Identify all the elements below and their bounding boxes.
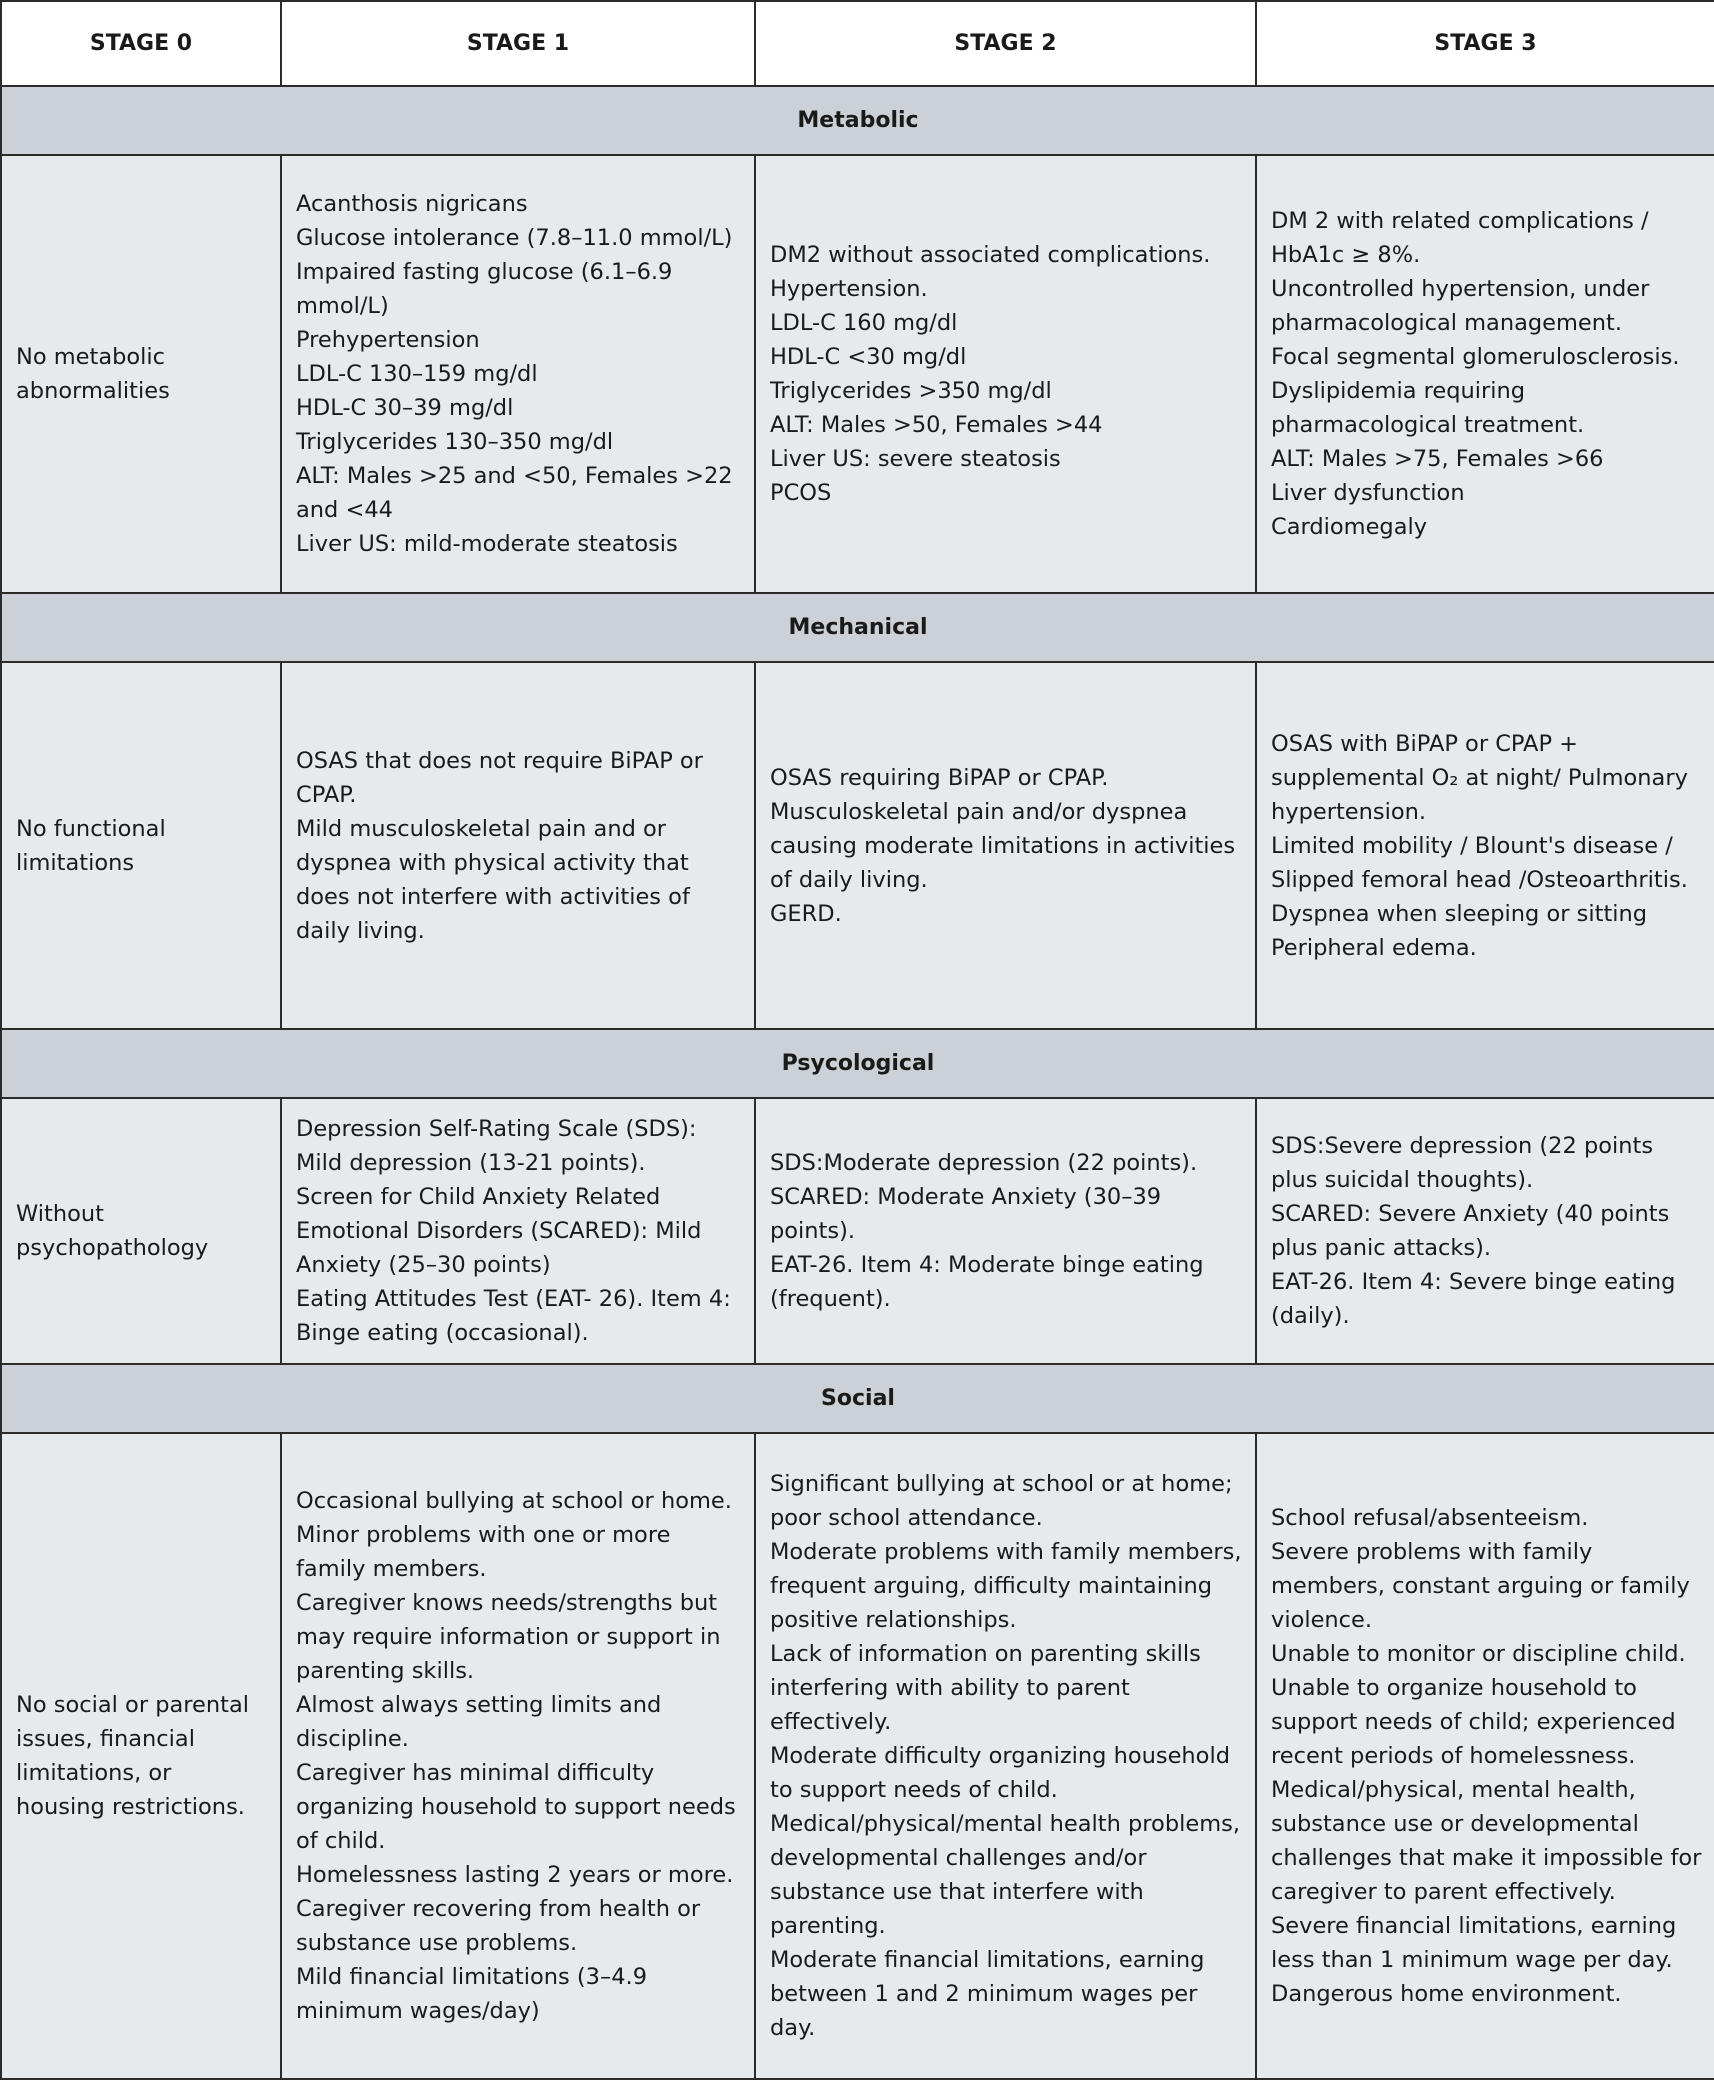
section-header-row — [1, 593, 1714, 662]
cell-social-stage-0: No social or parental issues, financial limitations, or housing restrictions. — [1, 1433, 281, 2079]
header-row — [1, 1, 1714, 86]
cell-metabolic-stage-3: DM 2 with related complications / HbA1c ≥ 8%. Uncontrolled hypertension, under pharmacological management. Focal segmental glomerulosclerosis. Dyslipidemia requiring pharmacological treatment. ALT: Males >75, Females >66 Liver dysfunction Cardiomegaly — [1256, 155, 1714, 593]
cell-social-stage-1: Occasional bullying at school or home. Minor problems with one or more family members. Caregiver knows needs/strengths but may require information or support in parenting skills. Almost always setting limits and discipline. Caregiver has minimal difficulty organizing household to support needs of child. Homelessness lasting 2 years or more. Caregiver recovering from health or substance use problems. Mild financial limitations (3–4.9 minimum wages/day) — [281, 1433, 755, 2079]
cell-mechanical-stage-1: OSAS that does not require BiPAP or CPAP. Mild musculoskeletal pain and or dyspnea with physical activity that does not interfere with activities of daily living. — [281, 662, 755, 1029]
cell-mechanical-stage-2: OSAS requiring BiPAP or CPAP. Musculoskeletal pain and/or dyspnea causing moderate limitations in activities of daily living. GERD. — [755, 662, 1256, 1029]
cell-metabolic-stage-1: Acanthosis nigricans Glucose intolerance (7.8–11.0 mmol/L) Impaired fasting glucose (6.1–6.9 mmol/L) Prehypertension LDL-C 130–159 mg/dl HDL-C 30–39 mg/dl Triglycerides 130–350 mg/dl ALT: Males >25 and <50, Females >22 and <44 Liver US: mild-moderate steatosis — [281, 155, 755, 593]
table-row — [1, 662, 1714, 1029]
table-row — [1, 1433, 1714, 2079]
table-row — [1, 155, 1714, 593]
section-header-row — [1, 1364, 1714, 1433]
cell-psycological-stage-2: SDS:Moderate depression (22 points). SCARED: Moderate Anxiety (30–39 points). EAT-26. Item 4: Moderate binge eating (frequent). — [755, 1098, 1256, 1364]
header-stage-2: STAGE 2 — [755, 1, 1256, 86]
section-title-metabolic: Metabolic — [1, 86, 1714, 155]
table-row — [1, 1098, 1714, 1364]
cell-mechanical-stage-3: OSAS with BiPAP or CPAP + supplemental O₂ at night/ Pulmonary hypertension. Limited mobility / Blount's disease / Slipped femoral head /Osteoarthritis. Dyspnea when sleeping or sitting Peripheral edema. — [1256, 662, 1714, 1029]
cell-metabolic-stage-0: No metabolic abnormalities — [1, 155, 281, 593]
cell-social-stage-2: Significant bullying at school or at home; poor school attendance. Moderate problems with family members, frequent arguing, difficulty maintaining positive relationships. Lack of information on parenting skills interfering with ability to parent effectively. Moderate difficulty organizing household to support needs of child. Medical/physical/mental health problems, developmental challenges and/or substance use that interfere with parenting. Moderate financial limitations, earning between 1 and 2 minimum wages per day. — [755, 1433, 1256, 2079]
cell-mechanical-stage-0: No functional limitations — [1, 662, 281, 1029]
section-title-social: Social — [1, 1364, 1714, 1433]
section-title-mechanical: Mechanical — [1, 593, 1714, 662]
cell-social-stage-3: School refusal/absenteeism. Severe problems with family members, constant arguing or family violence. Unable to monitor or discipline child. Unable to organize household to support needs of child; experienced recent periods of homelessness. Medical/physical, mental health, substance use or developmental challenges that make it impossible for caregiver to parent effectively. Severe financial limitations, earning less than 1 minimum wage per day. Dangerous home environment. — [1256, 1433, 1714, 2079]
section-title-psycological: Psycological — [1, 1029, 1714, 1098]
cell-metabolic-stage-2: DM2 without associated complications. Hypertension. LDL-C 160 mg/dl HDL-C <30 mg/dl Triglycerides >350 mg/dl ALT: Males >50, Females >44 Liver US: severe steatosis PCOS — [755, 155, 1256, 593]
cell-psycological-stage-1: Depression Self-Rating Scale (SDS): Mild depression (13-21 points). Screen for Child Anxiety Related Emotional Disorders (SCARED): Mild Anxiety (25–30 points) Eating Attitudes Test (EAT- 26). Item 4: Binge eating (occasional). — [281, 1098, 755, 1364]
header-stage-3: STAGE 3 — [1256, 1, 1714, 86]
cell-psycological-stage-3: SDS:Severe depression (22 points plus suicidal thoughts). SCARED: Severe Anxiety (40 points plus panic attacks). EAT-26. Item 4: Severe binge eating (daily). — [1256, 1098, 1714, 1364]
section-header-row — [1, 1029, 1714, 1098]
cell-psycological-stage-0: Without psychopathology — [1, 1098, 281, 1364]
header-stage-0: STAGE 0 — [1, 1, 281, 86]
section-header-row — [1, 86, 1714, 155]
header-stage-1: STAGE 1 — [281, 1, 755, 86]
